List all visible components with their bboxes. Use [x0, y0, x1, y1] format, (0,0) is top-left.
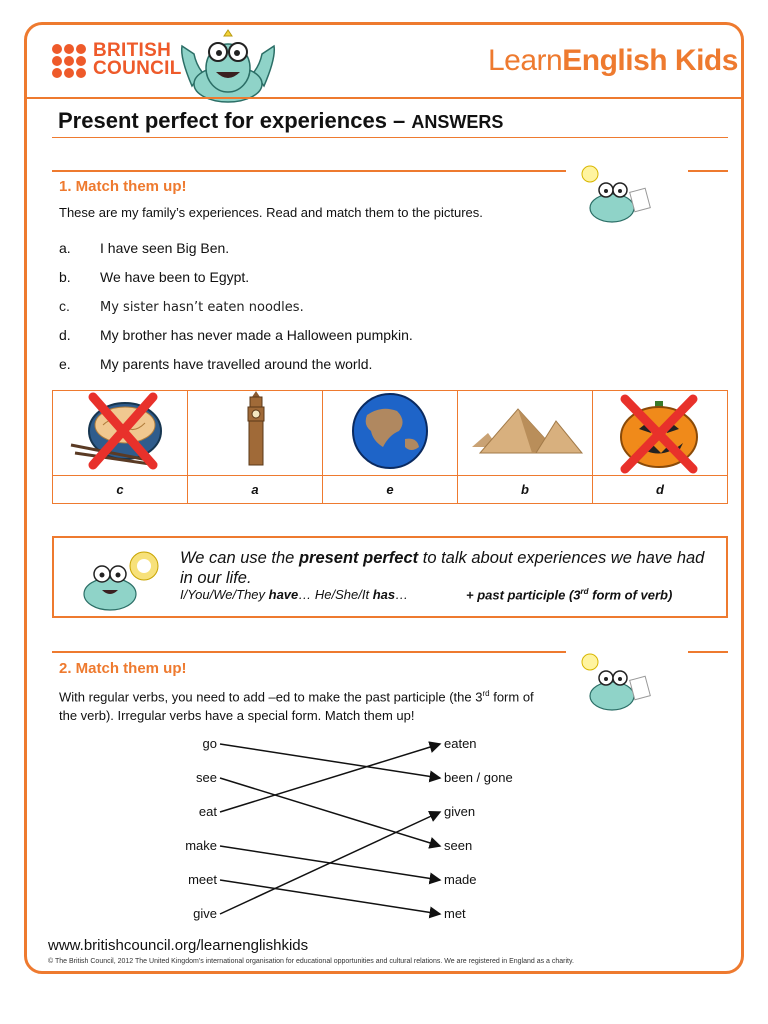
footer-copyright: © The British Council, 2012 The United Kingdom’s international organisation for educational opportunities and cultural relations. We are registered in England as a charity. — [48, 958, 574, 965]
match-arrow — [220, 744, 440, 812]
answer-label: c — [53, 475, 188, 503]
list-item: e. My parents have travelled around the world. — [59, 356, 373, 372]
match-arrow — [220, 880, 440, 914]
right-verb: been / gone — [444, 770, 513, 785]
left-verb: eat — [198, 804, 217, 819]
list-item: b. We have been to Egypt. — [59, 269, 250, 285]
match-arrow — [220, 744, 440, 778]
list-item: d. My brother has never made a Halloween pumpkin. — [59, 327, 413, 343]
info-subject-forms: I/You/We/They have… He/She/It has… — [180, 587, 409, 602]
left-verb: see — [196, 770, 217, 785]
section2-title: 2. Match them up! — [59, 660, 187, 677]
info-past-participle: + past participle (3rd form of verb) — [466, 587, 673, 603]
left-verb: give — [193, 906, 217, 921]
right-verb: given — [444, 804, 476, 819]
info-main-text: We can use the present perfect to talk about experiences we have had in our life. — [180, 549, 705, 587]
section1-title: 1. Match them up! — [59, 178, 187, 195]
right-verb: seen — [444, 838, 473, 853]
section1-intro: These are my family’s experiences. Read and match them to the pictures. — [59, 205, 483, 220]
page-title: Present perfect for experiences – ANSWERS — [58, 108, 504, 133]
list-item: c. My sister hasn’t eaten noodles. — [59, 298, 304, 315]
learnenglish-kids-logo: LearnEnglish Kids — [488, 44, 738, 77]
right-verb: made — [444, 872, 477, 887]
answer-label: e — [323, 475, 458, 503]
answer-label: d — [593, 475, 727, 503]
right-verb: eaten — [444, 736, 477, 751]
footer-url[interactable]: www.britishcouncil.org/learnenglishkids — [48, 937, 309, 954]
answer-label: a — [188, 475, 323, 503]
left-verb: make — [185, 838, 217, 853]
match-arrow — [220, 812, 440, 914]
answer-label: b — [458, 475, 593, 503]
section2-intro: With regular verbs, you need to add –ed to make the past participle (the 3rd form of the verb). Irregular verbs have a special form. Match them up! — [59, 689, 534, 724]
match-arrow — [220, 778, 440, 846]
list-item: a. I have seen Big Ben. — [59, 240, 230, 256]
left-verb: meet — [188, 872, 217, 887]
british-council-wordmark: BRITISH COUNCIL — [93, 40, 182, 79]
right-verb: met — [444, 906, 466, 921]
left-verb: go — [202, 736, 217, 751]
